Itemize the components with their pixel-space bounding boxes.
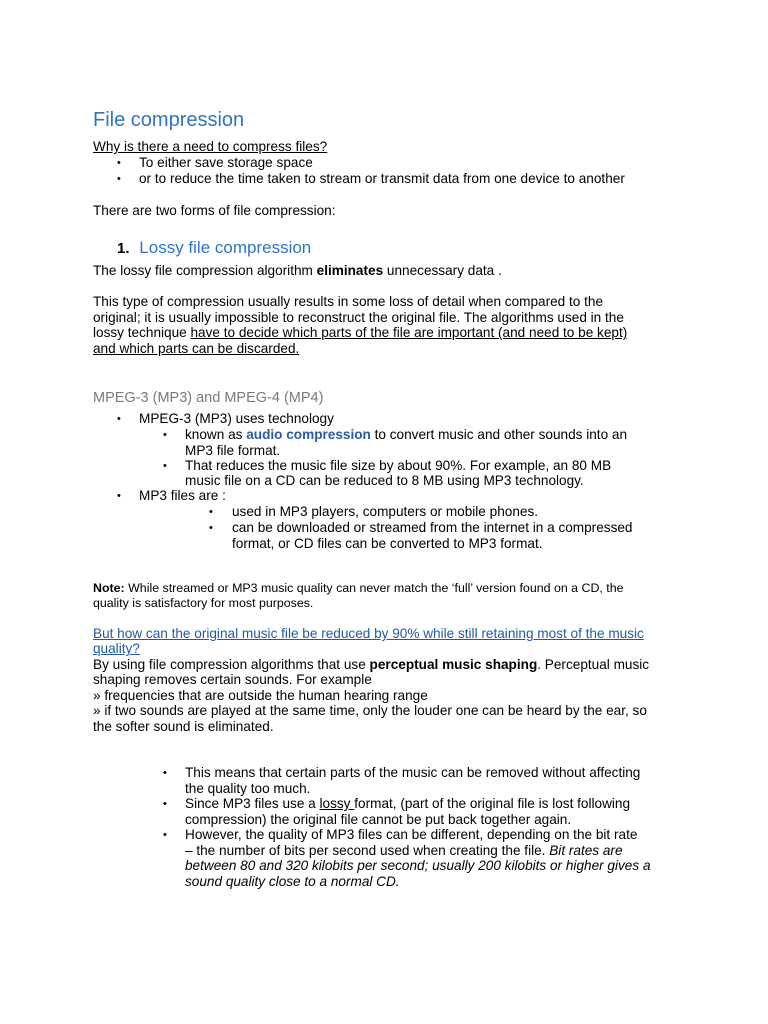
bullet-icon: • — [163, 460, 167, 472]
known-as-text: known as — [185, 427, 247, 442]
bullet-icon: • — [117, 173, 121, 185]
question-link-line-1[interactable]: But how can the original music file be reduced by 90% while still retaining most of the music — [93, 626, 644, 641]
mpeg-item: MPEG-3 (MP3) uses technology — [139, 411, 334, 426]
known-as-line-1 — [185, 427, 627, 442]
two-forms-text: There are two forms of file compression: — [93, 203, 336, 218]
lossy-heading: Lossy file compression — [139, 238, 312, 257]
why-item-2: or to reduce the time taken to stream or transmit data from one device to another — [139, 171, 625, 186]
bullet-icon: • — [163, 798, 167, 810]
note-line-1 — [93, 581, 624, 596]
question-link-line-2[interactable]: quality? — [93, 641, 140, 656]
however-line-2 — [185, 843, 623, 858]
however-italic: Bit rates are — [549, 843, 623, 858]
why-heading: Why is there a need to compress files? — [93, 139, 328, 154]
lossy-para-line-4: and which parts can be discarded. — [93, 341, 300, 356]
reduce-line-2: music file on a CD can be reduced to 8 MB using MP3 technology. — [185, 473, 584, 488]
page-title: File compression — [93, 109, 245, 131]
however-line-4: sound quality close to a normal CD. — [185, 874, 400, 889]
bullet-icon: • — [163, 829, 167, 841]
mpeg-heading: MPEG-3 (MP3) and MPEG-4 (MP4) — [93, 390, 324, 406]
lossy-para-text: lossy technique — [93, 325, 191, 340]
reduce-line-1: That reduces the music file size by about 90%. For example, an 80 MB — [185, 458, 612, 473]
lossy-intro-text: The lossy file compression algorithm — [93, 263, 317, 278]
however-line-1: However, the quality of MP3 files can be different, depending on the bit rate — [185, 827, 638, 842]
lossy-number: 1. — [117, 240, 130, 257]
note-text: While streamed or MP3 music quality can never match the ‘full’ version found on a CD, the — [124, 581, 624, 595]
answer-line-4: » if two sounds are played at the same time, only the louder one can be heard by the ear, so — [93, 703, 647, 718]
since-text: Since MP3 files use a — [185, 796, 320, 811]
used-in-item: used in MP3 players, computers or mobile phones. — [232, 504, 539, 519]
bullet-icon: • — [163, 429, 167, 441]
audio-compression-term: audio compression — [246, 427, 371, 442]
download-line-1: can be downloaded or streamed from the internet in a compressed — [232, 520, 633, 535]
bullet-icon: • — [209, 522, 213, 534]
lossy-intro — [93, 263, 502, 278]
answer-line-5: the softer sound is eliminated. — [93, 719, 274, 734]
however-text: – the number of bits per second used when creating the file. — [185, 843, 550, 858]
lossy-para-line-1: This type of compression usually results in some loss of detail when compared to the — [93, 294, 604, 309]
perceptual-music-shaping-term: perceptual music shaping — [369, 657, 538, 672]
why-item-1: To either save storage space — [139, 155, 313, 170]
lossy-intro-text-end: unnecessary data . — [383, 263, 502, 278]
answer-line-1 — [93, 657, 649, 672]
lossy-para-line-3 — [93, 325, 627, 340]
answer-line-3: » frequencies that are outside the human hearing range — [93, 688, 428, 703]
answer-line-2: shaping removes certain sounds. For example — [93, 672, 372, 687]
however-line-3: between 80 and 320 kilobits per second; usually 200 kilobits or higher gives a — [185, 858, 651, 873]
means-line-2: the quality too much. — [185, 781, 311, 796]
since-line-2: compression) the original file cannot be put back together again. — [185, 812, 572, 827]
mp3-files-item: MP3 files are : — [139, 488, 226, 503]
lossy-intro-bold: eliminates — [316, 263, 384, 278]
known-as-text-end: to convert music and other sounds into an — [370, 427, 628, 442]
known-as-line-2: MP3 file format. — [185, 443, 281, 458]
bullet-icon: • — [117, 157, 121, 169]
bullet-icon: • — [117, 413, 121, 425]
lossy-para-line-2: original; it is usually impossible to reconstruct the original file. The algorithms used in the — [93, 310, 624, 325]
note-line-2: quality is satisfactory for most purposes. — [93, 596, 314, 610]
answer-text: By using file compression algorithms that use — [93, 657, 370, 672]
since-text-end: format, (part of the original file is lost following — [354, 796, 631, 811]
bullet-icon: • — [117, 490, 121, 502]
since-line-1 — [185, 796, 630, 811]
bullet-icon: • — [163, 767, 167, 779]
note-label: Note: — [93, 581, 125, 595]
lossy-heading-row — [117, 238, 311, 258]
lossy-term: lossy — [319, 796, 355, 811]
lossy-para-underlined: have to decide which parts of the file are important (and need to be kept) — [190, 325, 628, 340]
bullet-icon: • — [209, 506, 213, 518]
download-line-2: format, or CD files can be converted to MP3 format. — [232, 536, 543, 551]
answer-text-end: . Perceptual music — [537, 657, 650, 672]
means-line-1: This means that certain parts of the music can be removed without affecting — [185, 765, 641, 780]
